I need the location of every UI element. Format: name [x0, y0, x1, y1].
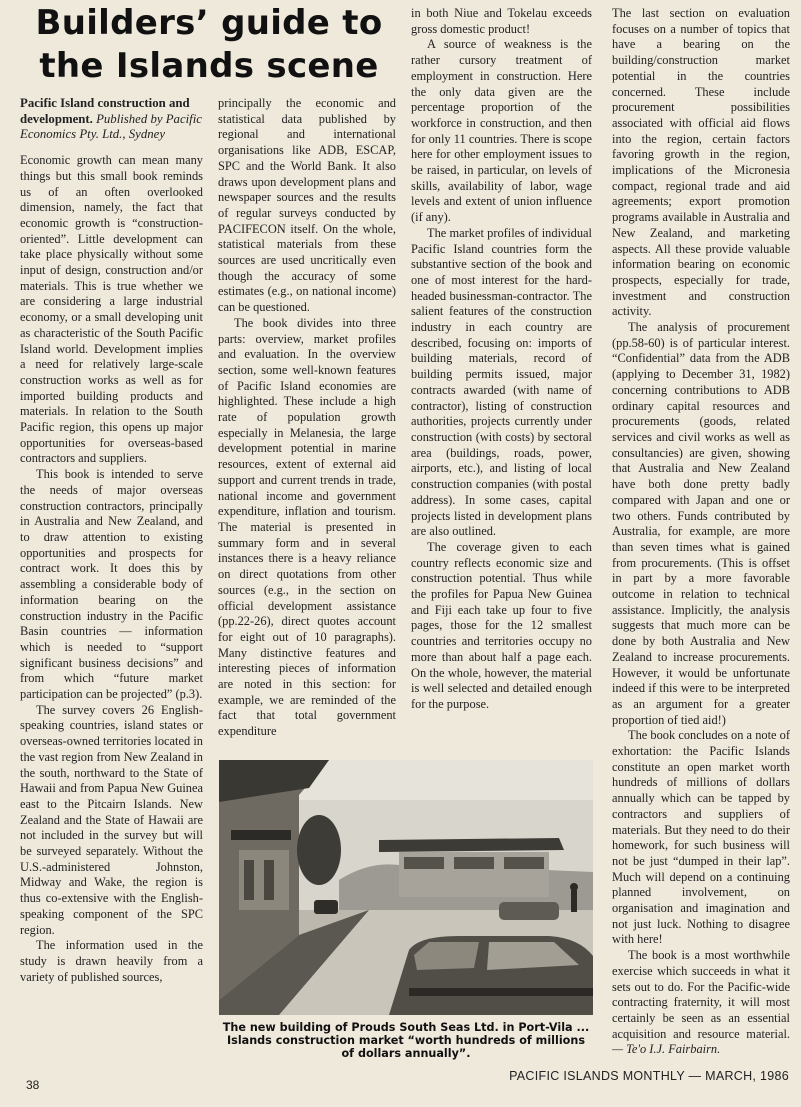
- column-4: [612, 6, 790, 1058]
- paragraph: The last section on evaluation focuses on a number of topics that have a bearing on the building/construction market potential in the countries concerned. These include procurement possibilities associated with official aid flows into the region, certain factors favoring growth in the region, implications of the Micronesia compact, regional trade and aid agreements; export promotion programs available in Australia and New Zealand, and marketing aspects. All these provide valuable information bearing on economic prospects, especially for trade, investment and construction activity.: [612, 6, 790, 319]
- paragraph: The book concludes on a note of exhortation: the Pacific Islands constitute an open market worth hundreds of millions of dollars annually which can be tapped by contractors and suppliers of materials. But they need to do their homework, for such business will not be just “dumped in their lap”. Much will depend on a continuing planned involvement, on organisation and imagination and not just luck. Nothing to disagree with here!: [612, 728, 790, 947]
- paragraph: The coverage given to each country reflects economic size and construction potential. Thus while the profiles for Papua New Guinea and Fiji each take up four to five pages, those for the 12 smallest countries and territories occupy no more than about half a page each. On the whole, however, the material is well selected and detailed enough for the purpose.: [411, 539, 592, 711]
- book-reference: [20, 96, 203, 143]
- paragraph: A source of weakness is the rather cursory treatment of employment in construction. Here the only data given are the percentage proportion of the workforce in construction, and then for only 11 countries. There is scope here for other employment issues to be raised, in particular, on levels of skills, availability of labor, wage levels and extent of union influence (if any).: [411, 37, 592, 225]
- column-1: [20, 96, 203, 985]
- page-number: 38: [26, 1078, 40, 1092]
- paragraph: Economic growth can mean many things but this small book reminds us of an often overlooked dimension, namely, the fact that economic growth is “construction-oriented”. Little development can take place physically without some input of design, construction and/or materials. This is true whether we are considering a large industrial economy, or a small developing unit as characteristic of the South Pacific Island world. Development implies a need for relatively large-scale construction works as well as for imported building products and materials. In relation to the South Pacific region, this opens up major opportunities for overseas-based contractors and suppliers.: [20, 153, 203, 466]
- street-photo-graphic: [219, 760, 593, 1015]
- paragraph: The survey covers 26 English-speaking countries, island states or overseas-owned territories located in the vast region from New Zealand in the south, northward to the State of Hawaii and from Papua New Guinea east to the Pitcairn Islands. New Zealand and the State of Hawaii are not included in the survey but will be surveyed separately. Without the U.S.-administered Johnston, Midway and Wake, the region is thus co-extensive with the English-speaking component of the SPC region.: [20, 702, 203, 937]
- author-signoff: — Te'o I.J. Fairbairn.: [612, 1042, 721, 1057]
- photo-caption: The new building of Prouds South Seas Ltd. in Port-Vila ... Islands construction market “worth hundreds of millions of dollars annually”.: [222, 1021, 590, 1060]
- book-publisher: Published by Pacific Economics Pty. Ltd., Sydney: [20, 111, 202, 142]
- headline: [24, 2, 394, 88]
- column-3: [411, 6, 592, 713]
- paragraph: The analysis of procurement (pp.58-60) is of particular interest. “Confidential” data from the ADB (applying to December 31, 1982) concerning contributions to ADB ordinary capital resources and procurements (goods, related services and civil works as well as consultancies) are given, showing that Australia and New Zealand have both done pretty badly compared with Japan and one or two others. Funds contributed by Australia, for example, are more than seven times what is gained from procurements. (This is offset in part by a more favorable outcome in relation to technical assistance. Implicitly, the analysis suggests that much more can be done by both Australia and New Zealand to increase procurements. However, it would be unfortunate indeed if this were to be interpreted as an argument for a greater proportion of tied aid!): [612, 320, 790, 727]
- street-photo: [219, 760, 593, 1015]
- footer-publication: PACIFIC ISLANDS MONTHLY — MARCH, 1986: [509, 1069, 789, 1083]
- paragraph: The book divides into three parts: overview, market profiles and evaluation. In the overview section, some well-known features of Pacific Island economies are highlighted. These include a high rate of population growth especially in Melanesia, the large development potential in marine resources, extent of external aid support and current trends in trade, national income and government expenditure, inflation and tourism. The material is presented in summary form and in several instances there is a heavy reliance on direct quotations from other sources (e.g., in the section on official development assistance (pp.22-26), direct quotes account for eight out of 10 paragraphs). Many distinctive features and interesting pieces of information are noted in this section: for example, we are reminded of the fact that total government expenditure: [218, 315, 396, 739]
- paragraph: This book is intended to serve the needs of major overseas construction contractors, principally in Australia and New Zealand, and to draw attention to existing opportunities and prospects for contract work. It does this by assembling a considerable body of information bearing on the construction industry in the Pacific Basin countries — information which is needed to “support significant business decisions” and from which “future market participation can be projected” (p.3).: [20, 467, 203, 702]
- headline-line-1: Builders’ guide to: [35, 3, 383, 43]
- headline-line-2: the Islands scene: [39, 46, 379, 86]
- book-title: Pacific Island construction and development.: [20, 96, 190, 126]
- column-2: [218, 96, 396, 740]
- paragraph: The information used in the study is drawn heavily from a variety of published sources,: [20, 938, 203, 984]
- paragraph: principally the economic and statistical data published by regional and international organisations like ADB, ESCAP, SPC and the World Bank. It also draws upon development plans and newspaper sources and the results of regular surveys conducted by PACIFECON itself. On the whole, statistical materials from these sources are used uncritically even though the accuracy of some estimates (e.g., on national income) can be questioned.: [218, 96, 396, 315]
- paragraph: The market profiles of individual Pacific Island countries form the substantive section of the book and one of most interest for the hard-headed businessman-contractor. The salient features of the construction industry in each country are described, focusing on: imports of building materials, record of building permits issued, major contracts awarded (with name of contractor), listing of construction authorities, projects currently under construction (with costs) by sectoral area (buildings, roads, power, airports, etc.), and listing of local construction companies (with postal address). In some cases, capital projects listed in development plans are also outlined.: [411, 225, 592, 539]
- paragraph: The book is a most worthwhile exercise which succeeds in what it sets out to do. For the Pacific-wide contracting fraternity, it will most certainly be seen as an essential acquisition and resource material. — Te'o I.J. Fairbairn.: [612, 948, 790, 1057]
- paragraph: in both Niue and Tokelau exceeds gross domestic product!: [411, 6, 592, 36]
